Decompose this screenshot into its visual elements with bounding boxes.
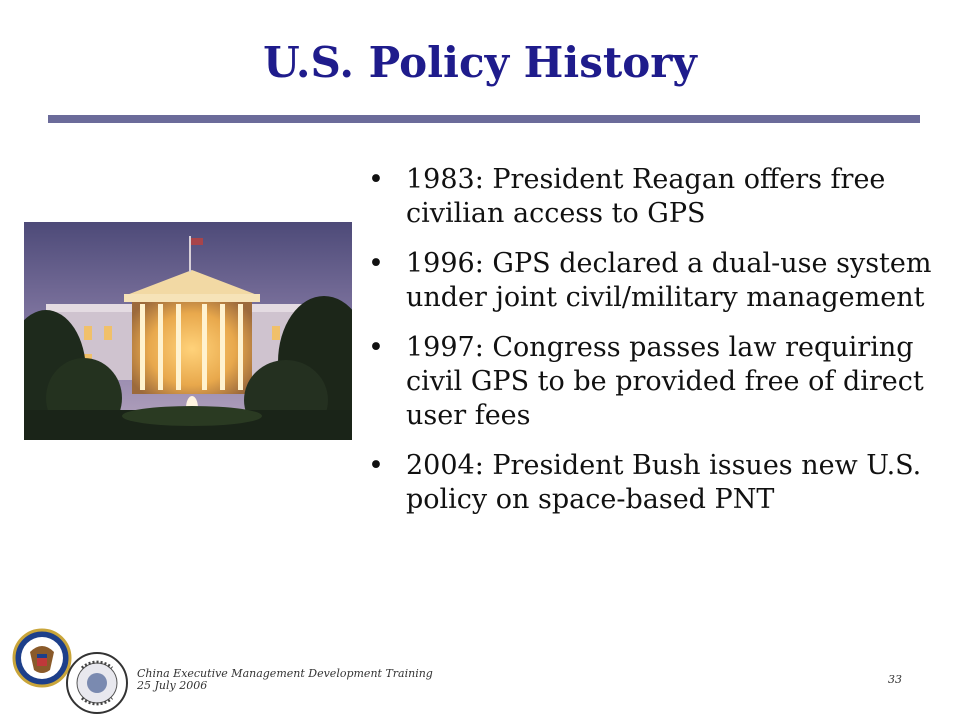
bullet-marker: • — [368, 332, 384, 363]
state-department-seal-icon — [14, 630, 70, 686]
slide-title: U.S. Policy History — [263, 38, 697, 87]
page-number: 33 — [888, 673, 902, 686]
footer-organization: China Executive Management Development Training — [137, 667, 433, 680]
bullet-item-1983 — [368, 163, 940, 231]
white-house-photo — [24, 222, 352, 440]
pnt-executive-committee-seal-icon — [67, 653, 127, 713]
bullet-item-1997 — [368, 331, 940, 433]
bullet-marker: • — [368, 450, 384, 481]
bullet-text: 1996: GPS declared a dual-use system under joint civil/military management — [406, 248, 932, 313]
bullet-text: 2004: President Bush issues new U.S. policy on space-based PNT — [406, 450, 922, 515]
bullet-marker: • — [368, 164, 384, 195]
title-divider — [48, 115, 920, 123]
footer-text — [137, 668, 433, 692]
footer-date: 25 July 2006 — [137, 679, 208, 692]
bullet-item-1996 — [368, 247, 940, 315]
bullet-marker: • — [368, 248, 384, 279]
bullet-text: 1983: President Reagan offers free civilian access to GPS — [406, 164, 886, 229]
footer-seals-logo — [12, 628, 137, 720]
bullet-item-2004 — [368, 449, 940, 517]
bullet-text: 1997: Congress passes law requiring civil GPS to be provided free of direct user fees — [406, 332, 924, 431]
bullet-list — [368, 163, 940, 533]
